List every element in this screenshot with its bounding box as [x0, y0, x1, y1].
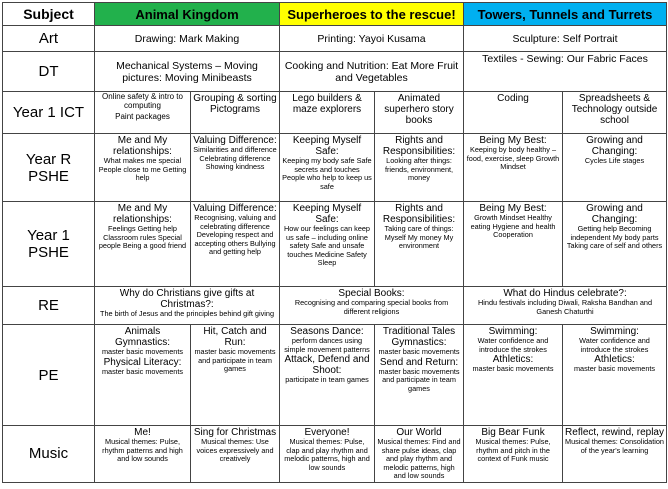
pe-1a-body: master basic movements: [101, 347, 184, 356]
pshe-1-cell-2a: [280, 202, 375, 287]
pshe-1-3b-body: Getting help Becoming independent My body parts Taking care of self and others: [566, 224, 663, 251]
pshe-1-1a-head: Me and My relationships:: [113, 203, 172, 225]
pe-2a-head: Seasons Dance:: [290, 326, 364, 337]
re-3-head: What do Hindus celebrate?:: [503, 288, 627, 299]
pe-2a-body: perform dances using simple movement patterns: [284, 336, 370, 354]
art-cell-3: Sculpture: Self Portrait: [464, 26, 667, 52]
pe-2b-head2: Send and Return:: [379, 356, 459, 368]
topic-superheroes: Superheroes to the rescue!: [280, 3, 464, 26]
pe-cell-3b: [563, 325, 667, 426]
music-3a-head: Big Bear Funk: [481, 427, 545, 438]
ict-1a-text2: Paint packages: [115, 112, 170, 122]
pe-1a-body2: master basic movements: [101, 366, 184, 376]
music-2b-head: Our World: [396, 427, 442, 438]
pshe-1-cell-1b: [191, 202, 280, 287]
music-3b-body: Musical themes: Consolidation of the year's learning: [565, 437, 664, 455]
music-cell-1a: [95, 426, 191, 483]
music-1b-body: Musical themes: Use voices expressively and creatively: [196, 437, 274, 464]
pe-2a-head2: Attack, Defend and Shoot:: [284, 354, 370, 377]
pshe-r-2a-body: Keeping my body safe Safe secrets and touches People who help to keep us safe: [282, 156, 372, 191]
pe-2a-body2: participate in team games: [285, 375, 369, 385]
ict-1a-text: Online safety & intro to computing: [102, 92, 183, 110]
pshe-r-cell-2b: [375, 134, 464, 202]
music-1a-head: Me!: [134, 427, 151, 438]
art-row: [3, 26, 667, 52]
pshe-1-row: [3, 202, 667, 287]
pshe-1-3a-body: Growth Mindset Healthy eating Hygiene and health Cooperation: [470, 213, 556, 240]
music-1b-head: Sing for Christmas: [193, 427, 277, 438]
re-cell-3: [464, 287, 667, 325]
pe-1a-head2: Physical Literacy:: [103, 356, 182, 368]
pe-cell-1b: [191, 325, 280, 426]
re-1-head: Why do Christians give gifts at Christmas?:: [119, 288, 255, 310]
pshe-r-3a-head: Being My Best:: [479, 135, 547, 146]
pshe-r-cell-2a: [280, 134, 375, 202]
curriculum-table: [2, 2, 667, 483]
pshe-1-cell-2b: [375, 202, 464, 287]
pshe-r-3b-head: Growing and Changing:: [586, 135, 643, 157]
pshe-r-1a-head: Me and My relationships:: [113, 135, 172, 157]
pshe-r-cell-1a: [95, 134, 191, 202]
pshe-1-1b-head: Valuing Difference:: [193, 203, 277, 214]
pshe-r-cell-1b: [191, 134, 280, 202]
art-cell-2: Printing: Yayoi Kusama: [280, 26, 464, 52]
re-2-body: Recognising and comparing special books from different religions: [294, 298, 449, 316]
subject-dt: DT: [3, 52, 95, 92]
pe-3b-body2: master basic movements: [573, 364, 656, 374]
pshe-r-1b-head: Valuing Difference:: [193, 135, 277, 146]
pe-3a-head2: Athletics:: [492, 354, 534, 366]
pshe-1-cell-3a: [464, 202, 563, 287]
re-1-body: The birth of Jesus and the principles behind gift giving: [99, 309, 274, 318]
dt-row: [3, 52, 667, 92]
subject-pe: PE: [3, 325, 95, 426]
subject-pshe-1: Year 1 PSHE: [3, 202, 95, 287]
re-cell-2: [280, 287, 464, 325]
pshe-1-cell-3b: [563, 202, 667, 287]
music-cell-2b: [375, 426, 464, 483]
music-cell-3a: [464, 426, 563, 483]
pe-cell-1a: [95, 325, 191, 426]
re-row: [3, 287, 667, 325]
music-3b-head: Reflect, rewind, replay: [565, 427, 664, 438]
dt-cell-2: Cooking and Nutrition: Eat More Fruit and Vegetables: [280, 52, 464, 92]
header-row: [3, 3, 667, 26]
pe-cell-2a: [280, 325, 375, 426]
subject-music: Music: [3, 426, 95, 483]
ict-cell-2a: Lego builders & maze explorers: [280, 92, 375, 134]
music-cell-2a: [280, 426, 375, 483]
pshe-1-2b-head: Rights and Responsibilities:: [382, 203, 456, 225]
music-1a-body: Musical themes: Pulse, rhythm patterns and high and low sounds: [102, 437, 183, 464]
pshe-r-2b-head: Rights and Responsibilities:: [382, 135, 456, 157]
music-row: [3, 426, 667, 483]
ict-cell-2b: Animated superhero story books: [375, 92, 464, 134]
pshe-1-2b-body: Taking care of things: Myself My money My environment: [384, 224, 454, 251]
pe-1b-body: master basic movements and participate in team games: [194, 347, 276, 374]
pshe-r-2b-body: Looking after things: friends, environment, money: [384, 156, 454, 183]
pe-2b-body2: master basic movements and participate in team games: [378, 366, 460, 393]
music-cell-3b: [563, 426, 667, 483]
re-2-head: Special Books:: [338, 288, 405, 299]
music-2b-body: Musical themes: Find and share pulse ideas, clap and play rhythm and melodic patterns, high and low sounds: [377, 437, 461, 481]
ict-row: [3, 92, 667, 134]
pe-3a-head: Swimming:: [488, 326, 538, 337]
music-2a-body: Musical themes: Pulse, clap and play rhythm and melodic patterns, high and low sounds: [284, 437, 370, 472]
pe-3a-body2: master basic movements: [472, 364, 554, 374]
pshe-r-cell-3a: [464, 134, 563, 202]
pe-1a-head: Animals Gymnastics:: [114, 326, 170, 348]
ict-cell-3b: Spreadsheets & Technology outside school: [563, 92, 667, 134]
pshe-r-1b-body: Similarities and difference Celebrating difference Showing kindness: [193, 145, 277, 172]
pshe-r-2a-head: Keeping Myself Safe:: [292, 135, 362, 157]
pshe-r-cell-3b: [563, 134, 667, 202]
ict-cell-3a: Coding: [464, 92, 563, 134]
dt-cell-1: Mechanical Systems – Moving pictures: Moving Minibeasts: [95, 52, 280, 92]
dt-cell-3: Textiles - Sewing: Our Fabric Faces: [464, 52, 667, 92]
ict-cell-1a: [95, 92, 191, 134]
subject-art: Art: [3, 26, 95, 52]
pshe-r-3b-body: Cycles Life stages: [584, 156, 645, 165]
subject-re: RE: [3, 287, 95, 325]
subject-ict: Year 1 ICT: [3, 92, 95, 134]
pe-3b-head2: Athletics:: [594, 354, 635, 366]
pshe-1-1a-body: Feelings Getting help Classroom rules Special people Being a good friend: [98, 224, 187, 251]
art-cell-1: Drawing: Mark Making: [95, 26, 280, 52]
pshe-r-1a-body: What makes me special People close to me Getting help: [98, 156, 187, 183]
pe-3b-head: Swimming:: [590, 326, 639, 337]
subject-pshe-r: Year R PSHE: [3, 134, 95, 202]
pshe-1-3b-head: Growing and Changing:: [586, 203, 643, 225]
pe-cell-2b: [375, 325, 464, 426]
pshe-r-row: [3, 134, 667, 202]
topic-animal-kingdom: Animal Kingdom: [95, 3, 280, 26]
re-cell-1: [95, 287, 280, 325]
pe-2b-head: Traditional Tales Gymnastics:: [382, 326, 456, 348]
music-3a-body: Musical themes: Pulse, rhythm and pitch in the context of Funk music: [475, 437, 551, 464]
pshe-1-2a-body: How our feelings can keep us safe – including online safety Safe and unsafe touches Medicine Safety Sleep: [284, 224, 370, 268]
music-cell-1b: [191, 426, 280, 483]
pshe-r-3a-body: Keeping by body healthy – food, exercise, sleep Growth Mindset: [466, 145, 560, 172]
pshe-1-cell-1a: [95, 202, 191, 287]
pe-1b-head: Hit, Catch and Run:: [203, 326, 267, 348]
pshe-1-1b-body: Recognising, valuing and celebrating difference Developing respect and accepting others Bullying and getting help: [194, 213, 276, 257]
pshe-1-2a-head: Keeping Myself Safe:: [292, 203, 362, 225]
re-3-body: Hindu festivals including Diwali, Raksha Bandhan and Ganesh Chaturthi: [478, 298, 653, 316]
pe-2b-body: master basic movements: [378, 347, 460, 356]
pshe-1-3a-head: Being My Best:: [479, 203, 547, 214]
ict-cell-1b: Grouping & sorting Pictograms: [191, 92, 280, 134]
pe-row: [3, 325, 667, 426]
pe-3a-body: Water confidence and introduce the strokes: [477, 336, 549, 354]
topic-towers: Towers, Tunnels and Turrets: [464, 3, 667, 26]
music-2a-head: Everyone!: [304, 427, 350, 438]
pe-cell-3a: [464, 325, 563, 426]
pe-3b-body: Water confidence and introduce the strokes: [579, 336, 650, 354]
subject-header: Subject: [3, 3, 95, 26]
